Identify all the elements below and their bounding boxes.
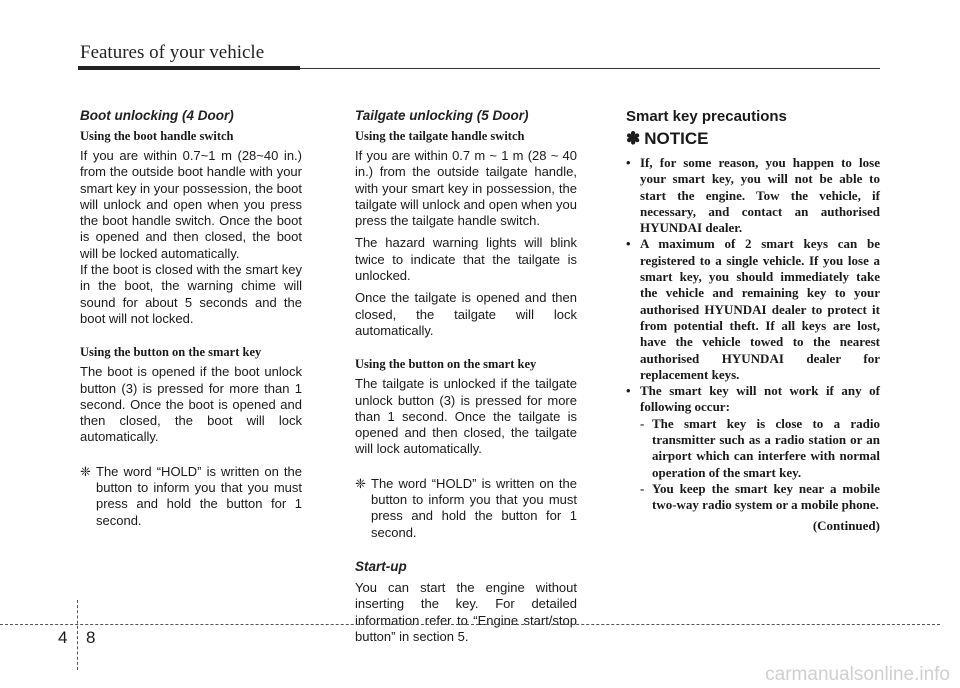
column-boot-unlocking [80, 108, 302, 529]
list-item [626, 481, 880, 514]
continued-label: (Continued) [812, 517, 880, 533]
tailgate-smart-key-paragraph: The tailgate is unlocked if the tailgate unlock button (3) is pressed for more than 1 second. Once the tailgate is opened and then closed, the tailgate will lock automatically. [355, 376, 577, 457]
boot-warning-paragraph: If the boot is closed with the smart key in the boot, the warning chime will sound for about 5 seconds and the boot will not locked. [80, 262, 302, 326]
note-icon: ❈ [80, 463, 91, 479]
column-smart-key-precautions [626, 108, 880, 534]
list-item [626, 155, 880, 236]
bullet-icon: • [626, 383, 631, 399]
footer-divider [77, 600, 78, 670]
bullet-icon: • [626, 236, 631, 252]
header-rule-thick [78, 66, 300, 70]
header-rule-thin [300, 68, 880, 69]
start-up-heading: Start-up [355, 558, 407, 574]
note-icon: ❈ [355, 475, 366, 491]
start-up-paragraph: You can start the engine without inserting the key. For detailed information refer to “Engine start/stop button” in section 5. [355, 579, 577, 644]
boot-smart-key-paragraph: The boot is opened if the boot unlock button (3) is pressed for more than 1 second. Once the boot is opened and then closed, the boot will lock automatically. [80, 364, 302, 445]
tailgate-lock-paragraph: Once the tailgate is opened and then closed, the tailgate will lock automatically. [355, 290, 577, 338]
boot-handle-paragraph: If you are within 0.7~1 m (28~40 in.) from the outside boot handle with your smart key in your possession, the boot will unlock and open when you press the boot handle switch. Once the boot is opened and then closed, the boot will be locked automatically. [80, 148, 302, 261]
boot-handle-switch-subheading: Using the boot handle switch [80, 129, 234, 143]
bullet-icon: • [626, 155, 631, 170]
tailgate-hold-note [355, 476, 577, 541]
dash-icon: - [640, 480, 645, 496]
dash-icon: - [640, 415, 645, 431]
list-item [626, 416, 880, 481]
tailgate-unlocking-heading: Tailgate unlocking (5 Door) [355, 108, 529, 123]
smart-key-precautions-heading: Smart key precautions [626, 108, 787, 125]
bullet-text-max-keys: A maximum of 2 smart keys can be registered to a single vehicle. If you lose a smart key, you should immediately take the vehicle and remaining key to your authorised HYUNDAI dealer to protect it from potential theft. If all keys are lost, have the vehicle towed to the nearest authorised HYUNDAI dealer for replacement keys. [640, 236, 880, 382]
tailgate-hazard-paragraph: The hazard warning lights will blink twice to indicate that the tailgate is unlocked. [355, 235, 577, 284]
bullet-text-not-work: The smart key will not work if any of following occur: [640, 383, 880, 415]
tailgate-hold-note-text: The word “HOLD” is written on the button to inform you that you must press and hold the button for 1 second. [371, 475, 577, 540]
precautions-list [626, 155, 880, 514]
boot-unlocking-heading: Boot unlocking (4 Door) [80, 108, 234, 123]
boot-hold-note [80, 464, 302, 529]
watermark: carmanualsonline.info [765, 664, 950, 685]
tailgate-handle-switch-subheading: Using the tailgate handle switch [355, 129, 525, 143]
tailgate-smart-key-subheading: Using the button on the smart key [355, 357, 537, 372]
dash-text-radio: The smart key is close to a radio transmitter such as a radio station or an airport which can interfere with normal operation of the smart key. [652, 415, 880, 480]
notice-star-icon: ✽ [626, 129, 641, 148]
footer-rule [0, 624, 940, 625]
boot-hold-note-text: The word “HOLD” is written on the button to inform you that you must press and hold the button for 1 second. [96, 463, 302, 528]
chapter-number: 4 [58, 628, 68, 647]
list-item [626, 236, 880, 383]
page-number: 8 [86, 628, 96, 647]
bullet-text-lose-key: If, for some reason, you happen to lose your smart key, you will not be able to start the engine. Tow the vehicle, if necessary, and contact an authorised HYUNDAI dealer. [640, 155, 880, 236]
notice-label: NOTICE [644, 129, 709, 148]
dash-text-phone: You keep the smart key near a mobile two-way radio system or a mobile phone. [652, 480, 880, 513]
boot-smart-key-subheading: Using the button on the smart key [80, 345, 262, 360]
list-item [626, 383, 880, 416]
notice-heading [626, 129, 880, 149]
page-header-title: Features of your vehicle [80, 42, 265, 63]
tailgate-handle-paragraph: If you are within 0.7 m ~ 1 m (28 ~ 40 in.) from the outside tailgate handle, with your smart key in possession, the tailgate will unlock and open when you press the tailgate handle switch. [355, 148, 577, 229]
column-tailgate-unlocking [355, 108, 577, 645]
